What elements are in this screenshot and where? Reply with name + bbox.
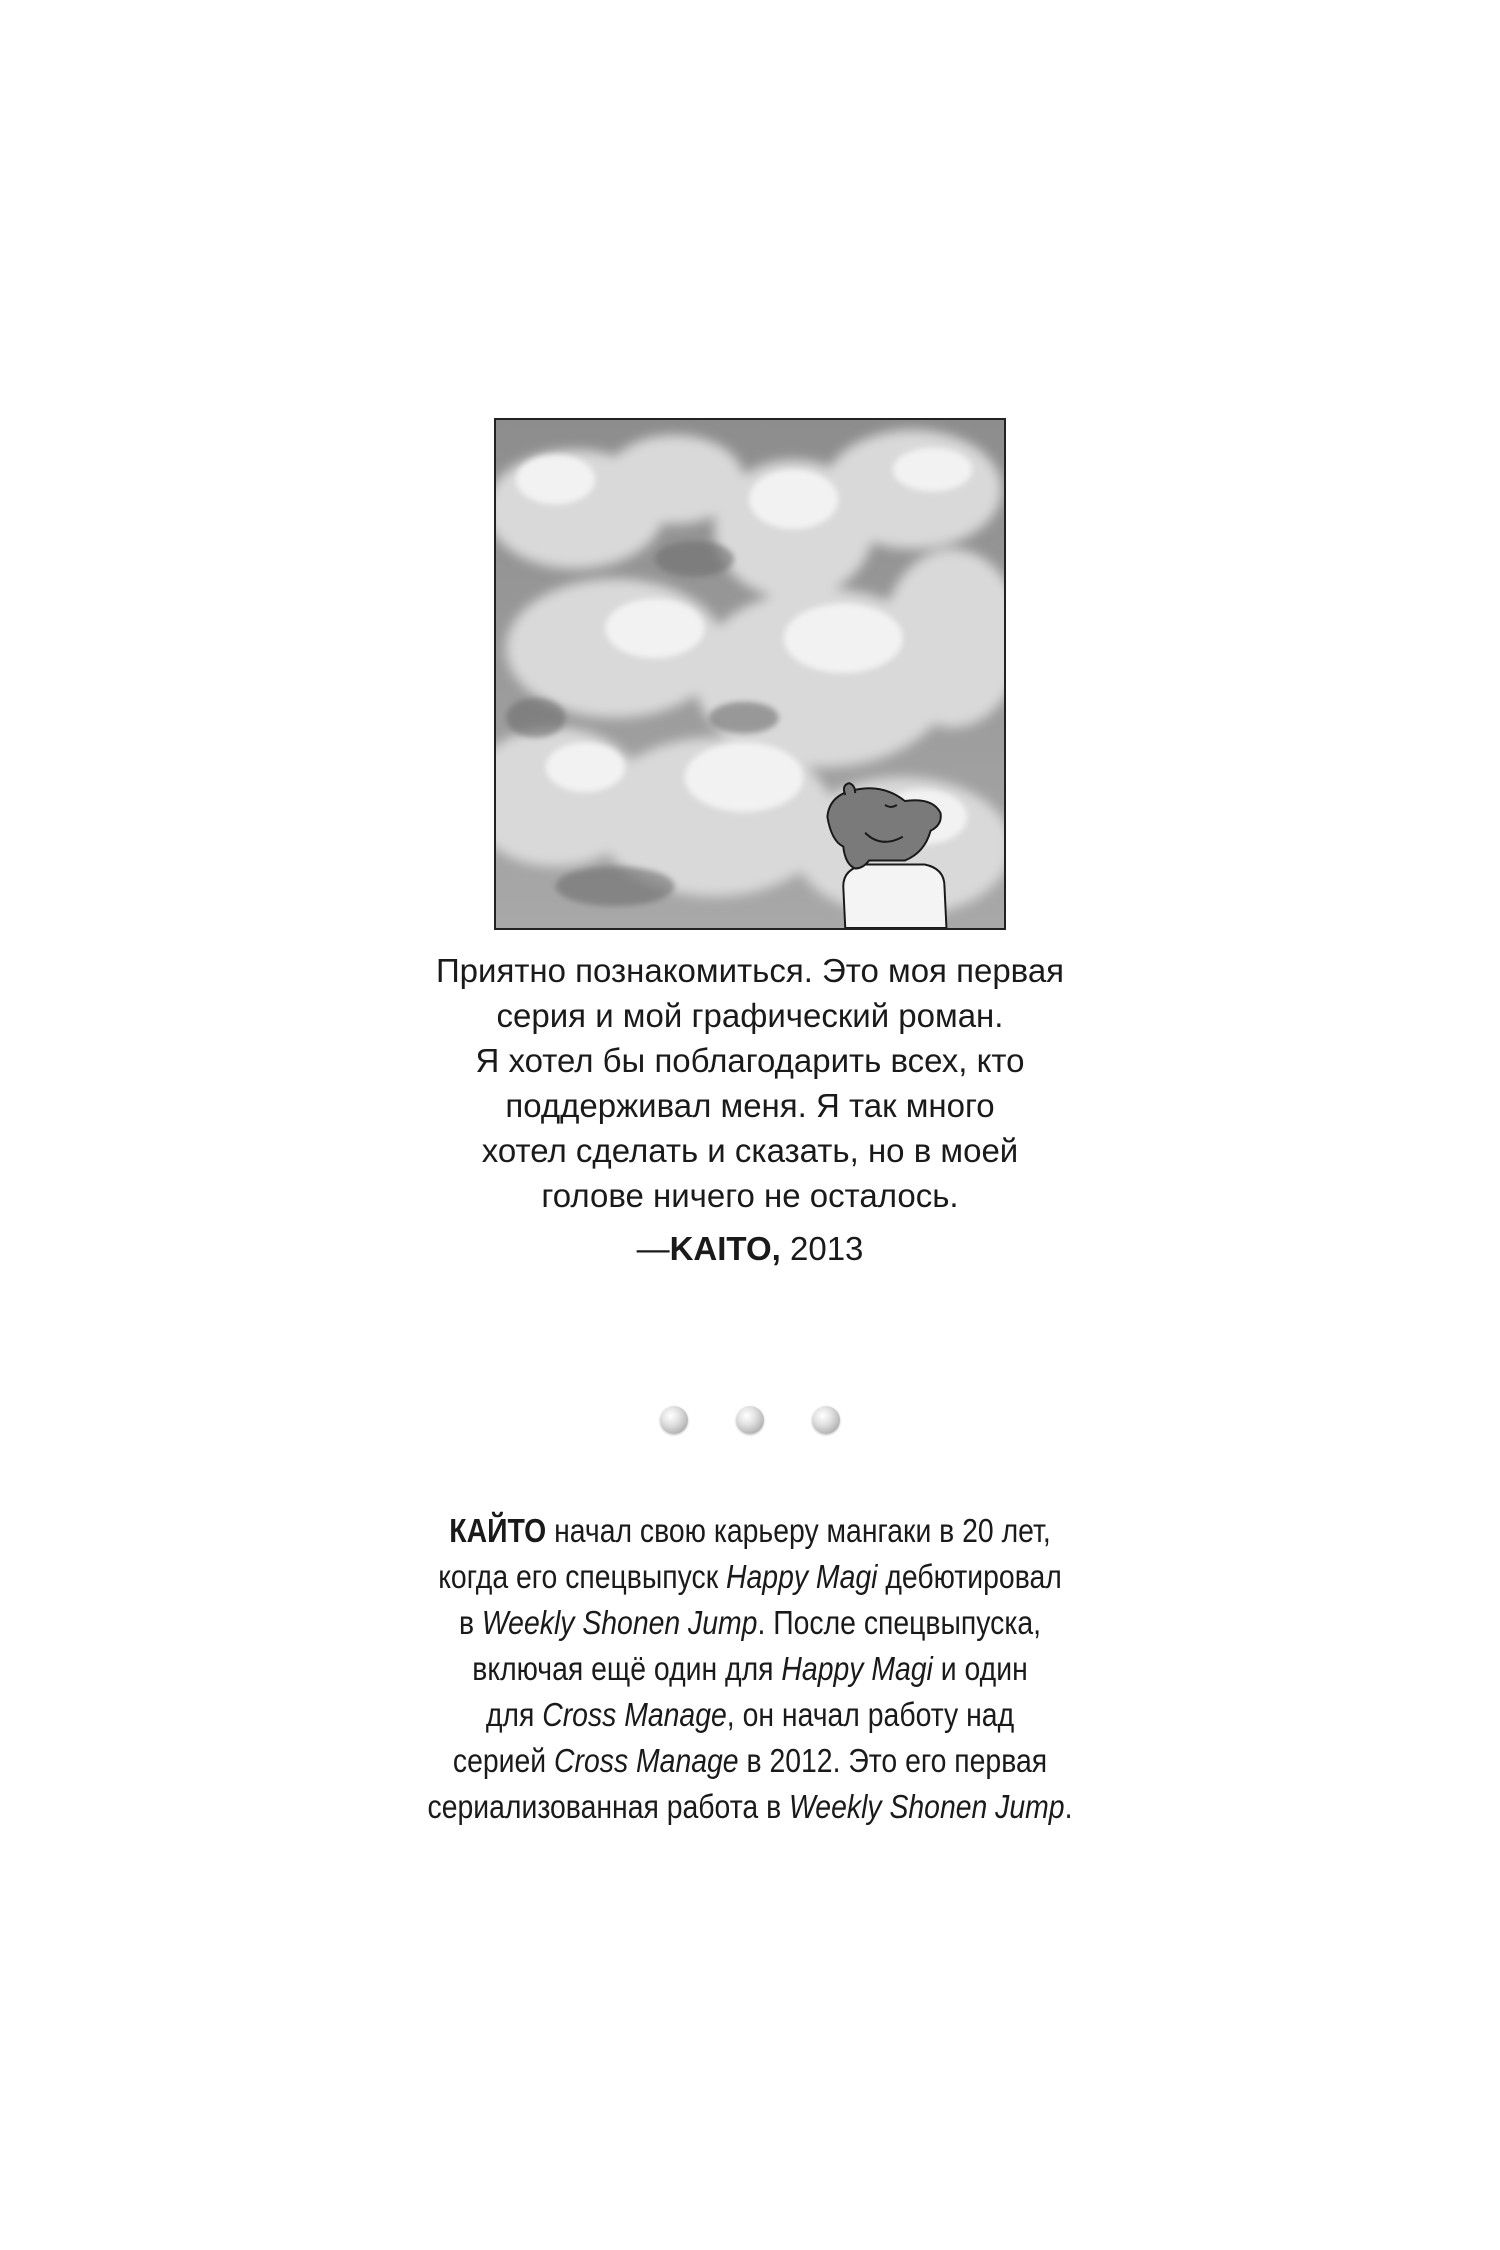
message-line: Приятно познакомиться. Это моя первая xyxy=(435,952,1065,989)
message-line: серия и мой графический роман. xyxy=(496,997,1004,1034)
three-dots-separator-icon xyxy=(660,1402,840,1438)
dot-icon xyxy=(812,1406,840,1434)
magazine-title: Weekly Shonen Jump xyxy=(789,1788,1065,1825)
signature-year: 2013 xyxy=(789,1230,864,1267)
bio-line: КАЙТО начал свою карьеру мангаки в 20 лет, xyxy=(449,1512,1051,1549)
bio-line: когда его спецвыпуск Happy Magi дебютировал xyxy=(438,1558,1062,1595)
author-photo xyxy=(494,418,1006,930)
bio-line: серией Cross Manage в 2012. Это его первая xyxy=(452,1742,1048,1779)
bio-author-name: КАЙТО xyxy=(449,1512,547,1549)
work-title: Cross Manage xyxy=(554,1742,739,1779)
signature-author: KAITO, xyxy=(669,1230,781,1267)
author-bio xyxy=(320,1508,1180,1830)
work-title: Happy Magi xyxy=(726,1558,878,1595)
signature-dash: — xyxy=(636,1230,670,1267)
bio-line: для Cross Manage, он начал работу над xyxy=(485,1696,1015,1733)
work-title: Happy Magi xyxy=(781,1650,933,1687)
bio-line: в Weekly Shonen Jump. После спецвыпуска, xyxy=(458,1604,1042,1641)
message-signature xyxy=(300,1226,1200,1271)
magazine-title: Weekly Shonen Jump xyxy=(481,1604,758,1641)
author-message xyxy=(300,948,1200,1218)
dot-icon xyxy=(736,1406,764,1434)
cloudy-sky-with-tapir-character-icon xyxy=(496,420,1004,928)
message-line: голове ничего не осталось. xyxy=(541,1177,959,1214)
message-line: хотел сделать и сказать, но в моей xyxy=(481,1132,1019,1169)
message-line: Я хотел бы поблагодарить всех, кто xyxy=(475,1042,1025,1079)
dot-icon xyxy=(660,1406,688,1434)
message-line: поддерживал меня. Я так много xyxy=(505,1087,995,1124)
bio-line: сериализованная работа в Weekly Shonen Jump. xyxy=(427,1788,1073,1825)
bio-line: включая ещё один для Happy Magi и один xyxy=(472,1650,1028,1687)
work-title: Cross Manage xyxy=(542,1696,727,1733)
